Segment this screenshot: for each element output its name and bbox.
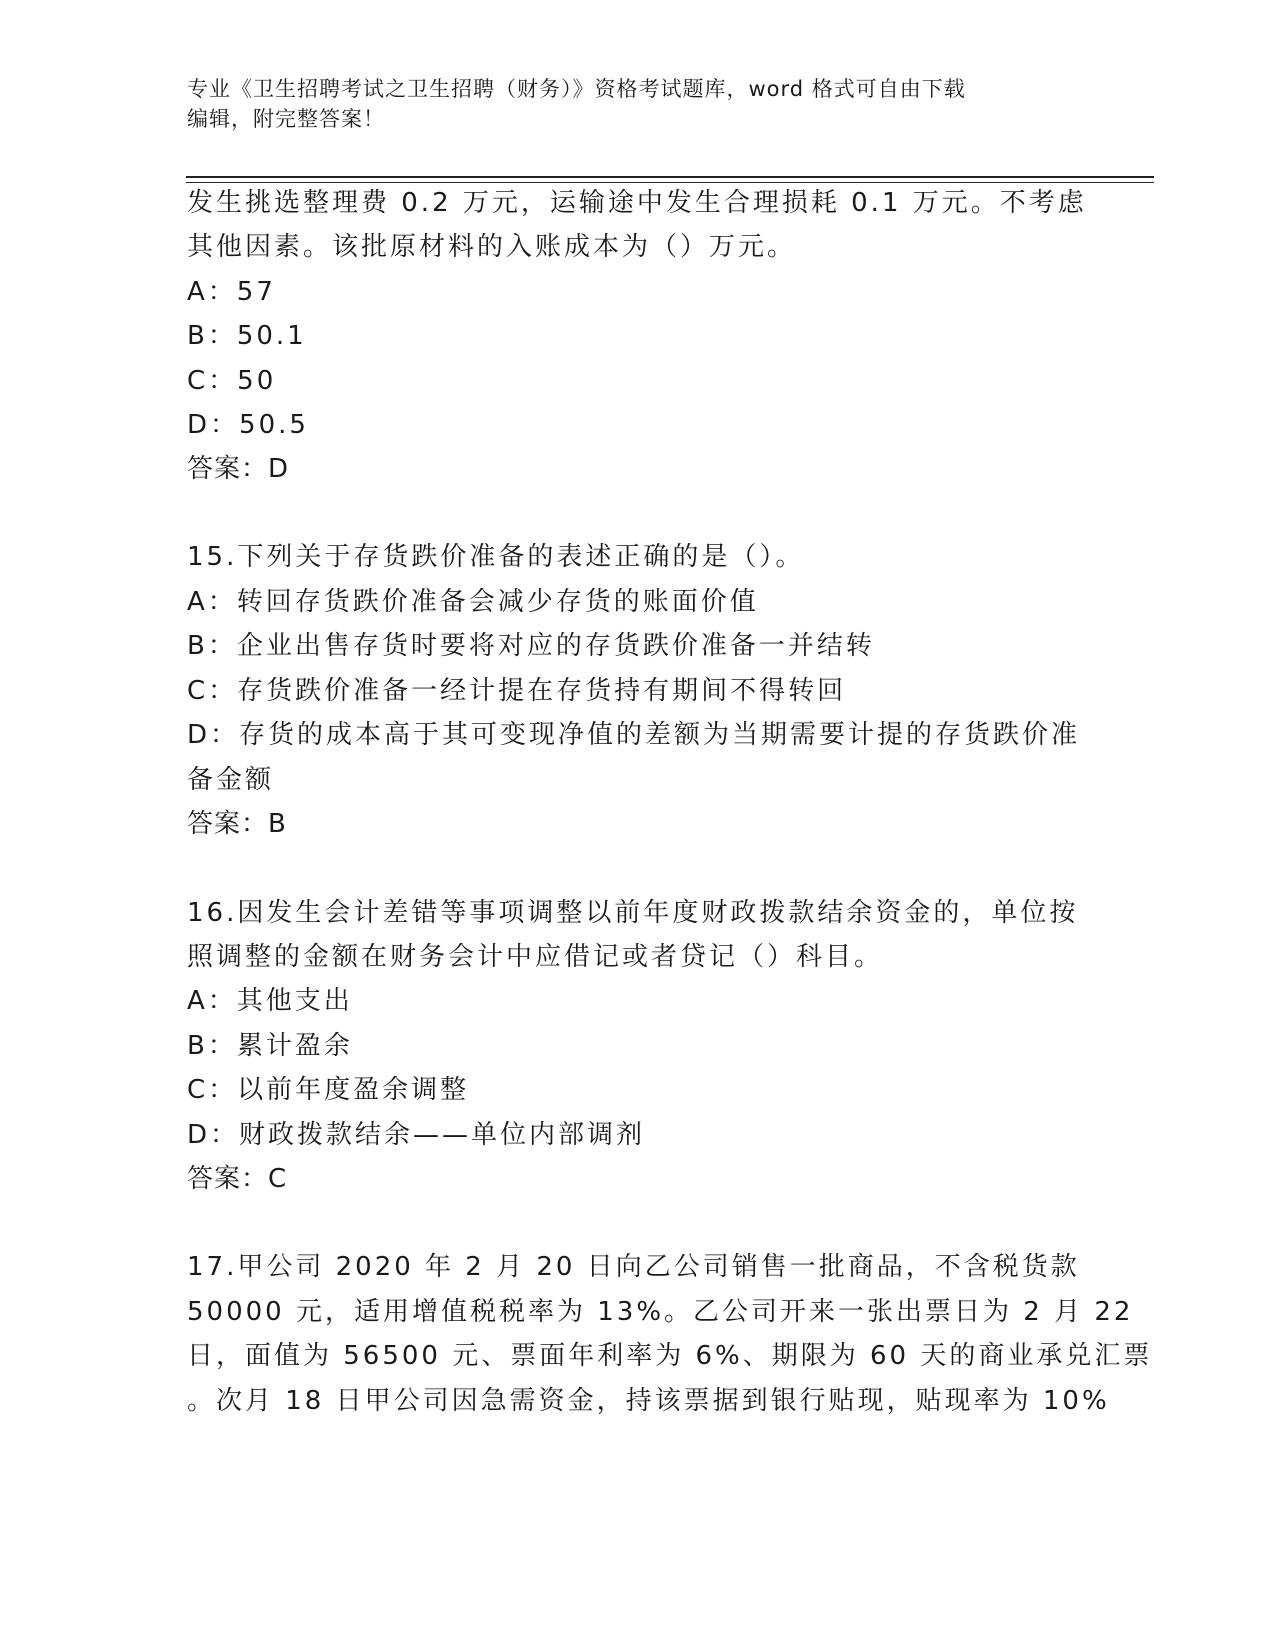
q14-option-d: D：50.5 bbox=[187, 410, 309, 440]
q15-option-a: A：转回存货跌价准备会减少存货的账面价值 bbox=[187, 587, 759, 617]
q17-stem-line-4: 。次月 18 日甲公司因急需资金，持该票据到银行贴现，贴现率为 10% bbox=[187, 1386, 1110, 1416]
q16-option-b: B：累计盈余 bbox=[187, 1031, 353, 1061]
q14-option-b: B：50.1 bbox=[187, 321, 307, 351]
q17-stem-line-1: 17.甲公司 2020 年 2 月 20 日向乙公司销售一批商品，不含税货款 bbox=[187, 1252, 1080, 1282]
q17-stem-line-3: 日，面值为 56500 元、票面年利率为 6%、期限为 60 天的商业承兑汇票 bbox=[187, 1341, 1153, 1371]
q15-option-d-line-1: D：存货的成本高于其可变现净值的差额为当期需要计提的存货跌价准 bbox=[187, 720, 1081, 750]
header-divider-thin bbox=[186, 182, 1154, 183]
q15-answer: 答案：B bbox=[187, 809, 287, 839]
q14-option-c: C：50 bbox=[187, 366, 277, 396]
q15-option-d-line-2: 备金额 bbox=[187, 765, 275, 795]
header-line-1: 专业《卫生招聘考试之卫生招聘（财务）》资格考试题库，word 格式可自由下载 bbox=[187, 77, 966, 101]
header-line-2: 编辑，附完整答案！ bbox=[187, 107, 385, 131]
q14-answer: 答案：D bbox=[187, 454, 290, 484]
header-divider-thick bbox=[186, 176, 1154, 178]
q14-stem-line-2: 其他因素。该批原材料的入账成本为（）万元。 bbox=[187, 232, 797, 262]
q16-answer: 答案：C bbox=[187, 1164, 288, 1194]
q17-stem-line-2: 50000 元，适用增值税税率为 13%。乙公司开来一张出票日为 2 月 22 bbox=[187, 1297, 1134, 1327]
q15-option-c: C：存货跌价准备一经计提在存货持有期间不得转回 bbox=[187, 676, 847, 706]
q16-stem-line-2: 照调整的金额在财务会计中应借记或者贷记（）科目。 bbox=[187, 942, 884, 972]
q16-option-d: D：财政拨款结余——单位内部调剂 bbox=[187, 1120, 646, 1150]
q16-stem-line-1: 16.因发生会计差错等事项调整以前年度财政拨款结余资金的，单位按 bbox=[187, 898, 1079, 928]
q16-option-a: A：其他支出 bbox=[187, 986, 353, 1016]
q16-option-c: C：以前年度盈余调整 bbox=[187, 1075, 470, 1105]
q14-stem-line-1: 发生挑选整理费 0.2 万元，运输途中发生合理损耗 0.1 万元。不考虑 bbox=[187, 188, 1087, 218]
q14-option-a: A：57 bbox=[187, 277, 276, 307]
q15-stem: 15.下列关于存货跌价准备的表述正确的是（）。 bbox=[187, 542, 805, 572]
document-header bbox=[187, 74, 1087, 134]
q15-option-b: B：企业出售存货时要将对应的存货跌价准备一并结转 bbox=[187, 631, 875, 661]
